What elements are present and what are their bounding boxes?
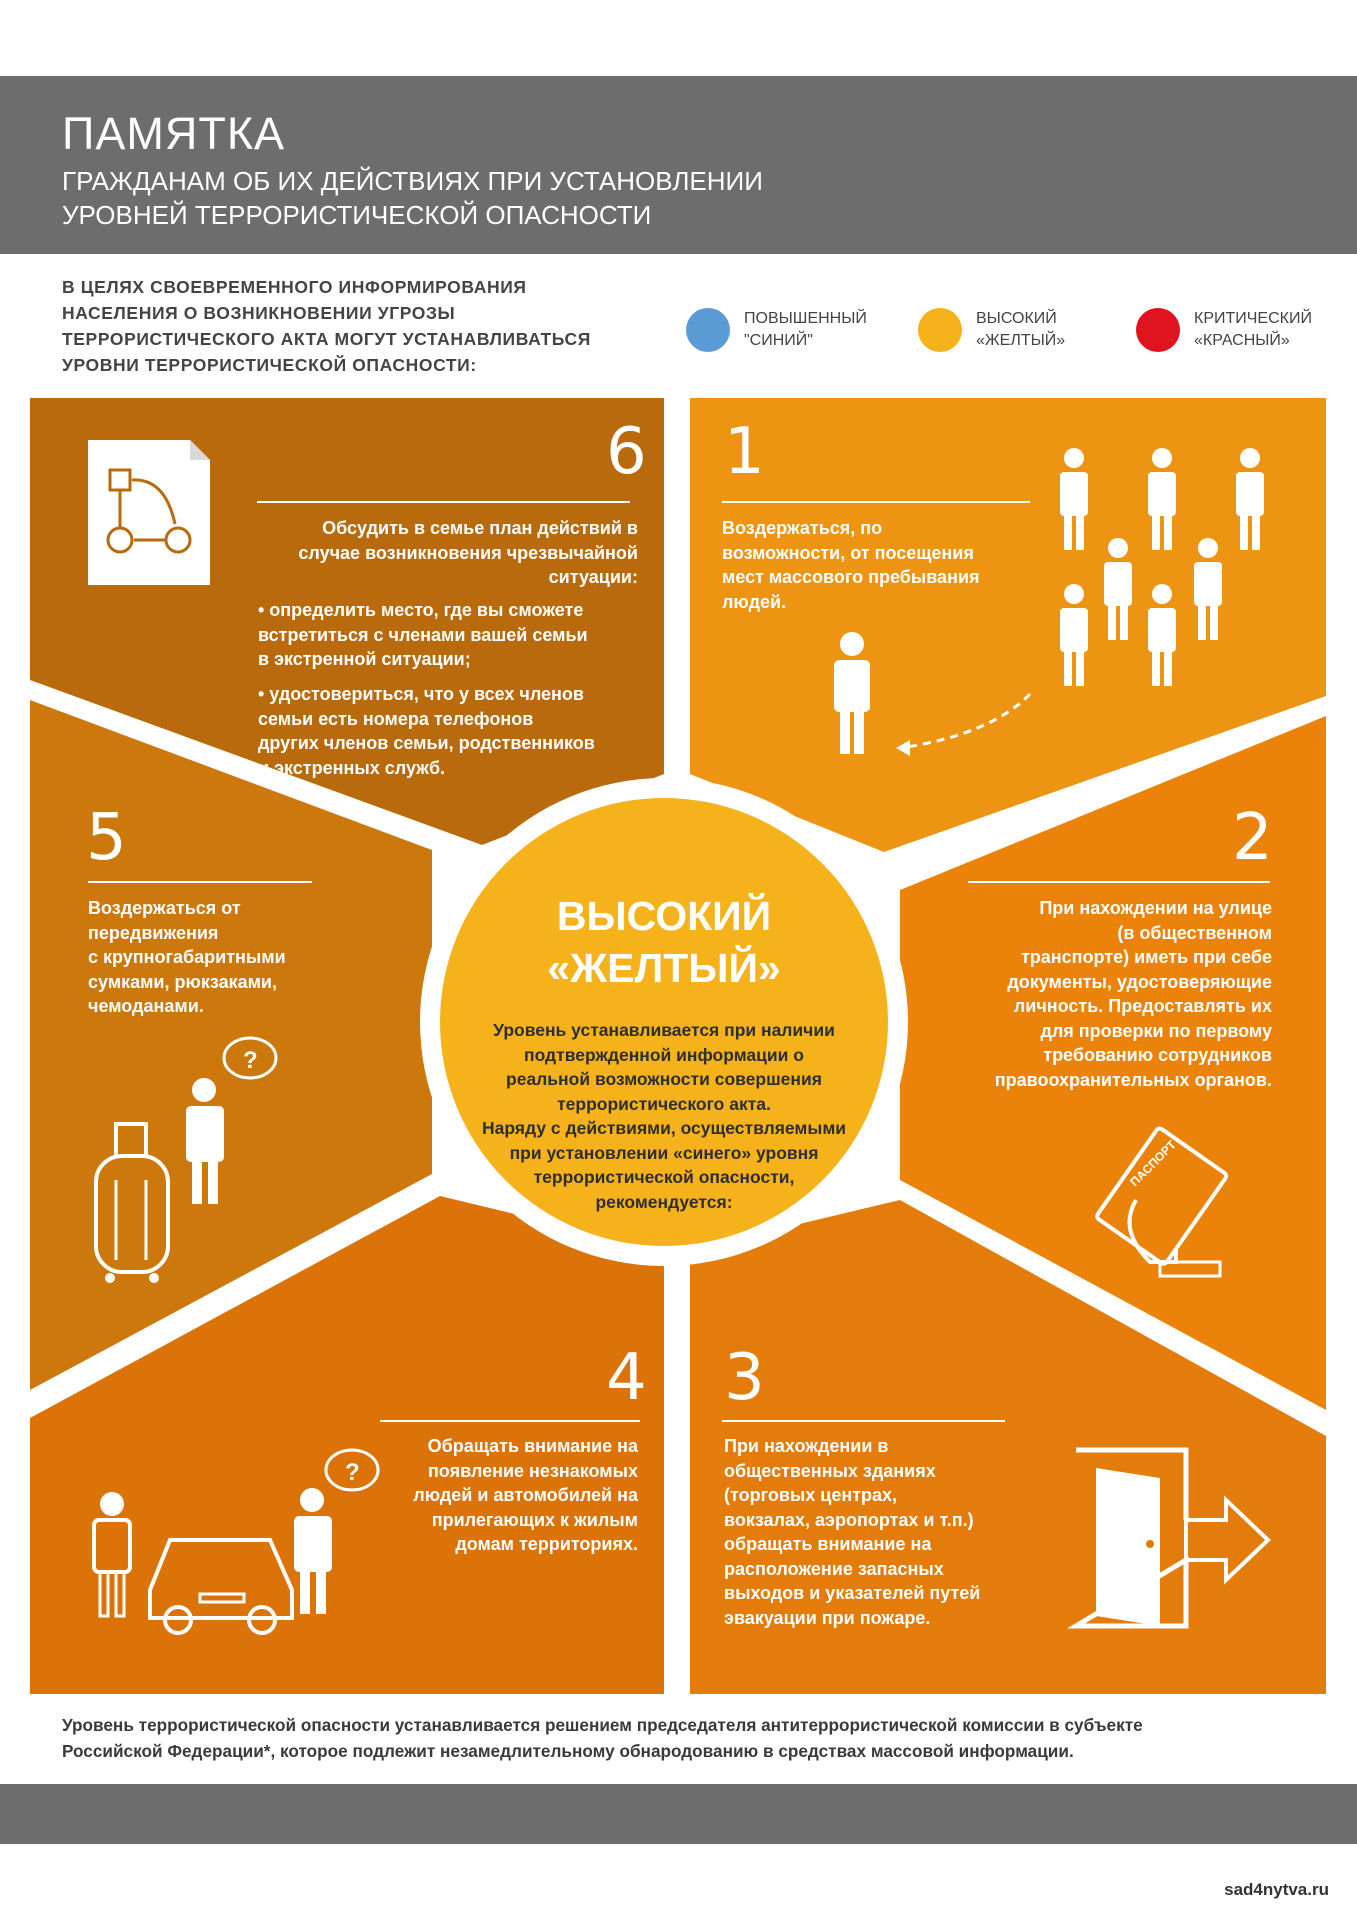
subtitle-line: УРОВНЕЙ ТЕРРОРИСТИЧЕСКОЙ ОПАСНОСТИ: [62, 200, 652, 230]
text-line: людей и автомобилей на: [413, 1485, 638, 1505]
page-title: ПАМЯТКА: [62, 108, 286, 159]
center-line: подтвержденной информации о: [524, 1044, 804, 1065]
level-color: "СИНИЙ": [744, 332, 813, 349]
text-line: вокзалах, аэропортах и т.п.): [724, 1509, 974, 1530]
center-line: рекомендуется:: [595, 1191, 733, 1212]
footer-line: Уровень террористической опасности устанавливается решением председателя антитеррористической комиссии в субъекте: [62, 1715, 1143, 1735]
panel-6-text: [258, 516, 638, 590]
level-name: КРИТИЧЕСКИЙ: [1194, 310, 1312, 327]
panel-5-text: [88, 896, 348, 1019]
text-line: прилегающих к жилым: [431, 1509, 638, 1530]
center-title-line: ВЫСОКИЙ: [556, 893, 772, 939]
panel-4-text: [356, 1434, 638, 1557]
text-line: встретиться с членами вашей семьи: [258, 624, 588, 645]
intro-line: УРОВНИ ТЕРРОРИСТИЧЕСКОЙ ОПАСНОСТИ:: [62, 355, 477, 375]
text-line: случае возникновения чрезвычайной: [298, 542, 638, 563]
level-color: «КРАСНЫЙ»: [1194, 332, 1290, 349]
text-line: общественных зданиях: [724, 1460, 936, 1481]
text-line: и экстренных служб.: [258, 757, 446, 778]
panel-4-number: 4: [606, 1341, 647, 1415]
intro-line: НАСЕЛЕНИЯ О ВОЗНИКНОВЕНИИ УГРОЗЫ: [62, 303, 456, 323]
text-line: правоохранительных органов.: [994, 1069, 1272, 1090]
panel-6-bullet-2: [258, 682, 638, 780]
panel-6-number: 6: [606, 415, 647, 489]
text-line: личность. Предоставлять их: [1013, 996, 1272, 1016]
text-line: появление незнакомых: [427, 1460, 638, 1481]
text-line: других членов семьи, родственников: [258, 733, 595, 753]
center-description: [454, 1018, 874, 1214]
text-line: транспорте) иметь при себе: [1020, 947, 1272, 967]
level-name: ВЫСОКИЙ: [976, 310, 1057, 327]
text-line: (торговых центрах,: [724, 1485, 898, 1505]
panel-3-text: [724, 1434, 1034, 1630]
panel-1-number: 1: [724, 415, 765, 489]
level-color: «ЖЕЛТЫЙ»: [976, 332, 1066, 349]
text-line: Воздержаться, по: [722, 518, 883, 538]
subtitle-line: ГРАЖДАНАМ ОБ ИХ ДЕЙСТВИЯХ ПРИ УСТАНОВЛЕНИИ: [62, 166, 763, 196]
text-line: При нахождении на улице: [1039, 898, 1272, 918]
text-line: эвакуации при пожаре.: [724, 1607, 931, 1628]
center-line: реальной возможности совершения: [506, 1069, 822, 1089]
text-line: с крупногабаритными: [88, 947, 286, 967]
text-line: семьи есть номера телефонов: [258, 708, 534, 729]
text-line: обращать внимание на: [724, 1534, 932, 1554]
passport-label: ПАСПОРТ: [1127, 1137, 1179, 1190]
text-line: документы, удостоверяющие: [1007, 971, 1272, 992]
panel-5-number: 5: [86, 801, 127, 875]
plan-document-icon: [88, 440, 210, 585]
text-line: (в общественном: [1117, 922, 1272, 943]
text-line: Обращать внимание на: [427, 1436, 638, 1456]
text-line: расположение запасных: [724, 1558, 944, 1579]
panel-6-bullet-1: [258, 598, 638, 672]
text-line: домам территориях.: [455, 1534, 638, 1554]
text-line: возможности, от посещения: [722, 542, 974, 563]
text-line: мест массового пребывания: [722, 567, 980, 587]
center-line: при установлении «синего» уровня: [509, 1142, 819, 1163]
center-title-line: «ЖЕЛТЫЙ»: [547, 945, 781, 991]
intro-line: ТЕРРОРИСТИЧЕСКОГО АКТА МОГУТ УСТАНАВЛИВАТЬСЯ: [62, 329, 591, 349]
intro-line: В ЦЕЛЯХ СВОЕВРЕМЕННОГО ИНФОРМИРОВАНИЯ: [62, 277, 527, 297]
panel-3-number: 3: [724, 1341, 765, 1415]
svg-text:?: ?: [243, 1047, 258, 1074]
panel-2-text: [940, 896, 1272, 1092]
text-line: Воздержаться от: [88, 898, 241, 918]
level-name: ПОВЫШЕННЫЙ: [744, 310, 867, 327]
text-line: • определить место, где вы сможете: [258, 600, 584, 620]
center-line: Наряду с действиями, осуществляемыми: [481, 1118, 847, 1138]
text-line: ситуации:: [548, 567, 638, 587]
text-line: • удостовериться, что у всех членов: [258, 684, 584, 704]
text-line: для проверки по первому: [1040, 1020, 1272, 1041]
footer-note: [62, 1712, 1302, 1764]
panel-1-text: [722, 516, 1022, 614]
center-title: [464, 890, 864, 994]
text-line: Обсудить в семье план действий в: [322, 518, 638, 538]
center-line: террористической опасности,: [533, 1167, 795, 1187]
footer-line: Российской Федерации*, которое подлежит незамедлительному обнародованию в средствах массовой информации.: [62, 1741, 1074, 1761]
text-line: При нахождении в: [724, 1436, 889, 1456]
text-line: требованию сотрудников: [1043, 1045, 1272, 1065]
svg-text:?: ?: [345, 1459, 360, 1486]
text-line: в экстренной ситуации;: [258, 649, 471, 669]
text-line: передвижения: [88, 922, 219, 943]
center-line: террористического акта.: [557, 1093, 771, 1114]
footer-bar: [0, 1784, 1357, 1844]
site-credit: sad4nytva.ru: [1224, 1880, 1329, 1899]
panel-2-number: 2: [1232, 801, 1273, 875]
text-line: людей.: [722, 591, 787, 612]
text-line: сумками, рюкзаками,: [88, 971, 277, 992]
center-line: Уровень устанавливается при наличии: [493, 1020, 835, 1040]
text-line: чемоданами.: [88, 996, 204, 1016]
text-line: выходов и указателей путей: [724, 1583, 981, 1603]
